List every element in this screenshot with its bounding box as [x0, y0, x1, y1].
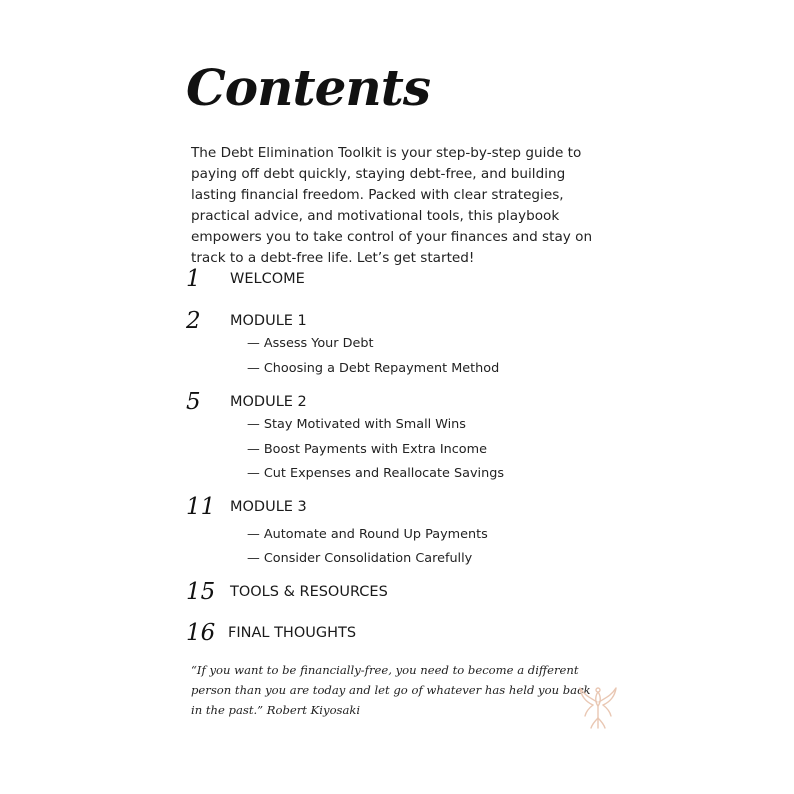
toc-page-number: 2	[186, 308, 201, 334]
quote-line: “If you want to be financially-free, you need to become a different	[191, 663, 579, 677]
toc-page-number: 11	[186, 494, 216, 520]
quote-line: in the past.” Robert Kiyosaki	[191, 703, 361, 717]
toc-subitem[interactable]: — Assess Your Debt	[247, 336, 374, 351]
toc-label: MODULE 1	[230, 313, 307, 329]
toc-label: MODULE 3	[230, 499, 307, 515]
closing-quote	[191, 660, 591, 720]
toc-page-number: 16	[186, 620, 216, 646]
page-title: Contents	[186, 58, 431, 117]
toc-label: WELCOME	[230, 271, 305, 287]
intro-paragraph: The Debt Elimination Toolkit is your step-by-step guide to paying off debt quickly, staying debt-free, and building lasting financial freedom. Packed with clear strategies, practical advice, and motivational tools, this playbook empowers you to take control of your finances and stay on track to a debt-free life. Let’s get started!	[191, 145, 593, 266]
toc-page-number: 5	[186, 389, 201, 415]
toc-subitem[interactable]: — Choosing a Debt Repayment Method	[247, 361, 500, 376]
toc-page-number: 15	[186, 579, 216, 605]
quote-line: person than you are today and let go of whatever has held you back	[191, 683, 591, 697]
toc-label: FINAL THOUGHTS	[228, 625, 357, 641]
toc-subitem[interactable]: — Boost Payments with Extra Income	[247, 442, 487, 457]
toc-label: MODULE 2	[230, 394, 307, 410]
toc-label: TOOLS & RESOURCES	[230, 584, 388, 600]
toc-subitem[interactable]: — Stay Motivated with Small Wins	[247, 417, 466, 432]
toc-page-number: 1	[186, 266, 201, 292]
toc-subitem[interactable]: — Cut Expenses and Reallocate Savings	[247, 466, 504, 481]
phoenix-icon	[577, 682, 619, 730]
toc-subitem[interactable]: — Automate and Round Up Payments	[247, 527, 488, 542]
toc-subitem[interactable]: — Consider Consolidation Carefully	[247, 551, 473, 566]
